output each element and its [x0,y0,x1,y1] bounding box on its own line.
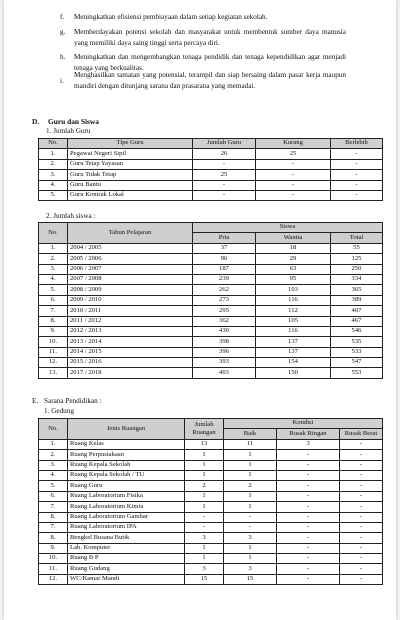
cell: 1. [39,243,68,253]
table-row [39,368,383,378]
cell: - [277,450,340,460]
cell: 63 [256,264,331,274]
cell: 3. [39,264,68,274]
cell: 3. [39,460,68,470]
cell: 150 [256,368,331,378]
cell: 295 [193,306,256,316]
cell: 2008 / 2009 [68,285,193,295]
cell: 15 [185,574,224,584]
cell: 389 [331,295,383,305]
cell: - [340,554,383,564]
cell: 137 [256,347,331,357]
cell: 396 [193,347,256,357]
cell: 2011 / 2012 [68,316,193,326]
cell: Ruang Laboratorium Gambar [68,512,185,522]
cell: - [340,450,383,460]
cell: 37 [193,243,256,253]
section-d-title: Guru dan Siswa [48,117,99,126]
goal-marker: f. [60,13,65,21]
cell: 10. [39,337,68,347]
cell: 8. [39,533,68,543]
cell: 2007 / 2008 [68,274,193,284]
cell: 116 [256,295,331,305]
cell: - [224,512,277,522]
section-e-marker: E. [32,397,39,405]
cell: Ruang Gudang [68,564,185,574]
cell: 125 [331,254,383,264]
teachers-header-no: No. [39,139,68,149]
cell: - [277,502,340,512]
cell: - [277,574,340,584]
table-row [39,502,383,512]
cell: 8. [39,512,68,522]
cell: 2010 / 2011 [68,306,193,316]
cell: 112 [256,306,331,316]
cell: 2005 / 2006 [68,254,193,264]
cell: - [340,491,383,501]
goal-item: Meningkatkan dan mengembangkan tenaga pendidik dan tenaga kependidikan agar menjadi tenaga yang berkualitas. [74,53,346,72]
table-row [39,512,383,522]
cell: 3 [185,533,224,543]
cell: - [256,170,331,180]
cell: - [331,170,383,180]
cell: 4. [39,274,68,284]
cell: 95 [256,274,331,284]
cell: 1 [224,460,277,470]
cell: 5. [39,190,68,200]
cell: 2004 / 2005 [68,243,193,253]
cell: Ruang Perpustakaan [68,450,185,460]
cell: 105 [256,316,331,326]
students-header-wanita: Wanita [256,233,331,243]
table-row [39,460,383,470]
cell: 535 [331,337,383,347]
cell: 553 [331,368,383,378]
students-title: 2. Jumlah siswa : [46,212,96,220]
table-row [39,170,383,180]
cell: 3 [224,564,277,574]
goal-item: Meningkatkan efisiensi pembiayaan dalam setiap kegiatan sekolah. [74,13,268,21]
rooms-header-jumlah: Jumlah Ruangan [185,419,224,440]
rooms-header-baik: Baik [224,429,277,439]
teachers-title: 1. Jumlah Guru [46,127,91,135]
cell: 13. [39,368,68,378]
cell: 25 [256,149,331,159]
table-row [39,243,383,253]
cell: 4. [39,470,68,480]
cell: Guru Tidak Tetap [68,170,193,180]
cell: Bengkel Busana Butik [68,533,185,543]
cell: - [277,470,340,480]
section-d-marker: D. [32,117,40,126]
cell: Guru Tetap Yayasan [68,159,193,169]
cell: Ruang Laboratorium IPA [68,522,185,532]
cell: 6. [39,491,68,501]
cell: 2 [224,481,277,491]
cell: - [331,159,383,169]
cell: 12. [39,574,68,584]
table-row [39,543,383,553]
teachers-header-kurang: Kurang [256,139,331,149]
table-row [39,358,383,368]
cell: 13 [185,439,224,449]
cell: Ruang Kepala Sekolah / TU [68,470,185,480]
rooms-header-no: No. [39,419,68,440]
cell: - [185,522,224,532]
cell: 26 [193,149,256,159]
rooms-body [39,439,383,584]
table-row [39,450,383,460]
table-row [39,316,383,326]
cell: 5. [39,285,68,295]
cell: - [331,149,383,159]
students-body [39,243,383,378]
cell: 137 [256,337,331,347]
students-header-total: Total [331,233,383,243]
cell: 365 [331,285,383,295]
cell: 4. [39,180,68,190]
cell: 546 [331,326,383,336]
cell: 1 [185,543,224,553]
cell: 9. [39,543,68,553]
cell: 2012 / 2013 [68,326,193,336]
cell: - [340,470,383,480]
cell: 467 [331,316,383,326]
cell: - [340,502,383,512]
cell: 6. [39,295,68,305]
cell: 2015 / 2016 [68,358,193,368]
cell: 103 [256,285,331,295]
cell: 1 [224,554,277,564]
cell: 7. [39,306,68,316]
teachers-header-jumlah: Jumlah Guru [193,139,256,149]
cell: - [277,481,340,491]
cell: 116 [256,326,331,336]
cell: 154 [256,358,331,368]
cell: Ruang Guru [68,481,185,491]
cell: 15 [224,574,277,584]
cell: - [256,159,331,169]
cell: 239 [193,274,256,284]
cell: Pegawai Negeri Sipil [68,149,193,159]
teachers-header-berlebih: Berlebih [331,139,383,149]
cell: 2. [39,159,68,169]
cell: Lab. Komputer [68,543,185,553]
cell: 7. [39,522,68,532]
cell: 362 [193,316,256,326]
cell: 2013 / 2014 [68,337,193,347]
goal-item: Memberdayakan potensi sekolah dan masyarakat untuk membentuk sumber daya manusia yang memiliki daya saing tinggi serta percaya diri. [74,28,346,47]
cell: 398 [193,337,256,347]
cell: 393 [193,358,256,368]
cell: 1 [224,502,277,512]
table-row [39,439,383,449]
cell: 403 [193,368,256,378]
cell: - [277,491,340,501]
table-row [39,574,383,584]
cell: Ruang Kelas [68,439,185,449]
table-row [39,180,383,190]
cell: 1 [224,543,277,553]
cell: - [340,543,383,553]
table-row [39,295,383,305]
table-row [39,347,383,357]
cell: - [340,522,383,532]
cell: - [277,512,340,522]
cell: 1 [185,460,224,470]
goal-item: Menghasilkan tamatan yang potensial, terampil dan siap bersaing dalam pasar kerja maupun mandiri dengan ditunjang sarana dan prasarana yang memadai. [74,71,346,90]
table-row [39,470,383,480]
table-row [39,159,383,169]
cell: 12. [39,358,68,368]
cell: - [331,180,383,190]
cell: - [277,460,340,470]
cell: 3. [39,170,68,180]
cell: Ruang Laboratorium Kimia [68,502,185,512]
students-header-pria: Pria [193,233,256,243]
cell: 55 [331,243,383,253]
document-page [4,0,396,620]
cell: 9. [39,326,68,336]
students-header-tahun: Tahun Pelajaran [68,223,193,244]
cell: - [277,564,340,574]
cell: 29 [256,254,331,264]
cell: - [193,159,256,169]
cell: 1 [224,450,277,460]
table-row [39,533,383,543]
cell: - [277,543,340,553]
cell: 1 [185,502,224,512]
cell: 96 [193,254,256,264]
students-header-no: No. [39,223,68,244]
cell: - [340,481,383,491]
section-e-title: Sarana Pendidikan : [44,397,102,405]
cell: 3 [185,564,224,574]
cell: - [340,460,383,470]
table-row [39,254,383,264]
teachers-table [38,138,383,201]
table-row [39,564,383,574]
cell: 2. [39,254,68,264]
table-row [39,522,383,532]
cell: 1. [39,439,68,449]
rooms-title: 1. Gedung [44,407,74,415]
table-row [39,264,383,274]
cell: 2017 / 2018 [68,368,193,378]
cell: Ruang Laboratorium Fisika [68,491,185,501]
cell: 407 [331,306,383,316]
students-table [38,222,383,379]
cell: 11 [224,439,277,449]
table-row [39,306,383,316]
cell: 10. [39,554,68,564]
cell: 3 [277,439,340,449]
cell: 7. [39,502,68,512]
cell: - [277,554,340,564]
cell: - [193,190,256,200]
cell: - [340,533,383,543]
cell: Guru Bantu [68,180,193,190]
cell: - [277,522,340,532]
cell: - [340,564,383,574]
table-row [39,274,383,284]
cell: Ruang Kepala Sekolah [68,460,185,470]
cell: 334 [331,274,383,284]
cell: - [256,180,331,190]
table-row [39,285,383,295]
cell: 5. [39,481,68,491]
cell: 1 [185,554,224,564]
goal-marker: h. [60,53,66,61]
cell: - [277,533,340,543]
table-row [39,326,383,336]
cell: WC/Kamar Mandi [68,574,185,584]
cell: 8. [39,316,68,326]
table-row [39,491,383,501]
cell: 1 [185,450,224,460]
rooms-header-jenis: Jenis Ruangan [68,419,185,440]
cell: - [331,190,383,200]
table-row [39,149,383,159]
cell: 250 [331,264,383,274]
cell: 1 [185,491,224,501]
cell: 18 [256,243,331,253]
rooms-header-ringan: Rusak Ringan [277,429,340,439]
cell: - [256,190,331,200]
cell: - [193,180,256,190]
cell: 187 [193,264,256,274]
students-header-siswa: Siswa [193,223,383,233]
cell: 430 [193,326,256,336]
cell: Guru Kontrak Lokal [68,190,193,200]
cell: 11. [39,564,68,574]
cell: 25 [193,170,256,180]
table-row [39,554,383,564]
rooms-header-berat: Rusak Berat [340,429,383,439]
cell: 2014 / 2015 [68,347,193,357]
cell: 1. [39,149,68,159]
cell: 2 [185,481,224,491]
goal-marker: i. [60,77,64,85]
table-row [39,190,383,200]
cell: 1 [224,470,277,480]
table-row [39,481,383,491]
goal-marker: g. [60,28,66,36]
rooms-header-kondisi: Kondisi [224,419,383,429]
cell: - [224,522,277,532]
table-row [39,337,383,347]
cell: - [340,574,383,584]
cell: 2006 / 2007 [68,264,193,274]
cell: 1 [224,491,277,501]
cell: Ruang B P [68,554,185,564]
cell: 1 [185,470,224,480]
cell: 547 [331,358,383,368]
cell: 262 [193,285,256,295]
teachers-header-tipe: Tipe Guru [68,139,193,149]
cell: - [185,512,224,522]
rooms-table [38,418,383,585]
cell: 3 [224,533,277,543]
cell: 273 [193,295,256,305]
cell: - [340,439,383,449]
cell: 2009 / 2010 [68,295,193,305]
cell: 11. [39,347,68,357]
cell: 533 [331,347,383,357]
cell: 2. [39,450,68,460]
cell: - [340,512,383,522]
